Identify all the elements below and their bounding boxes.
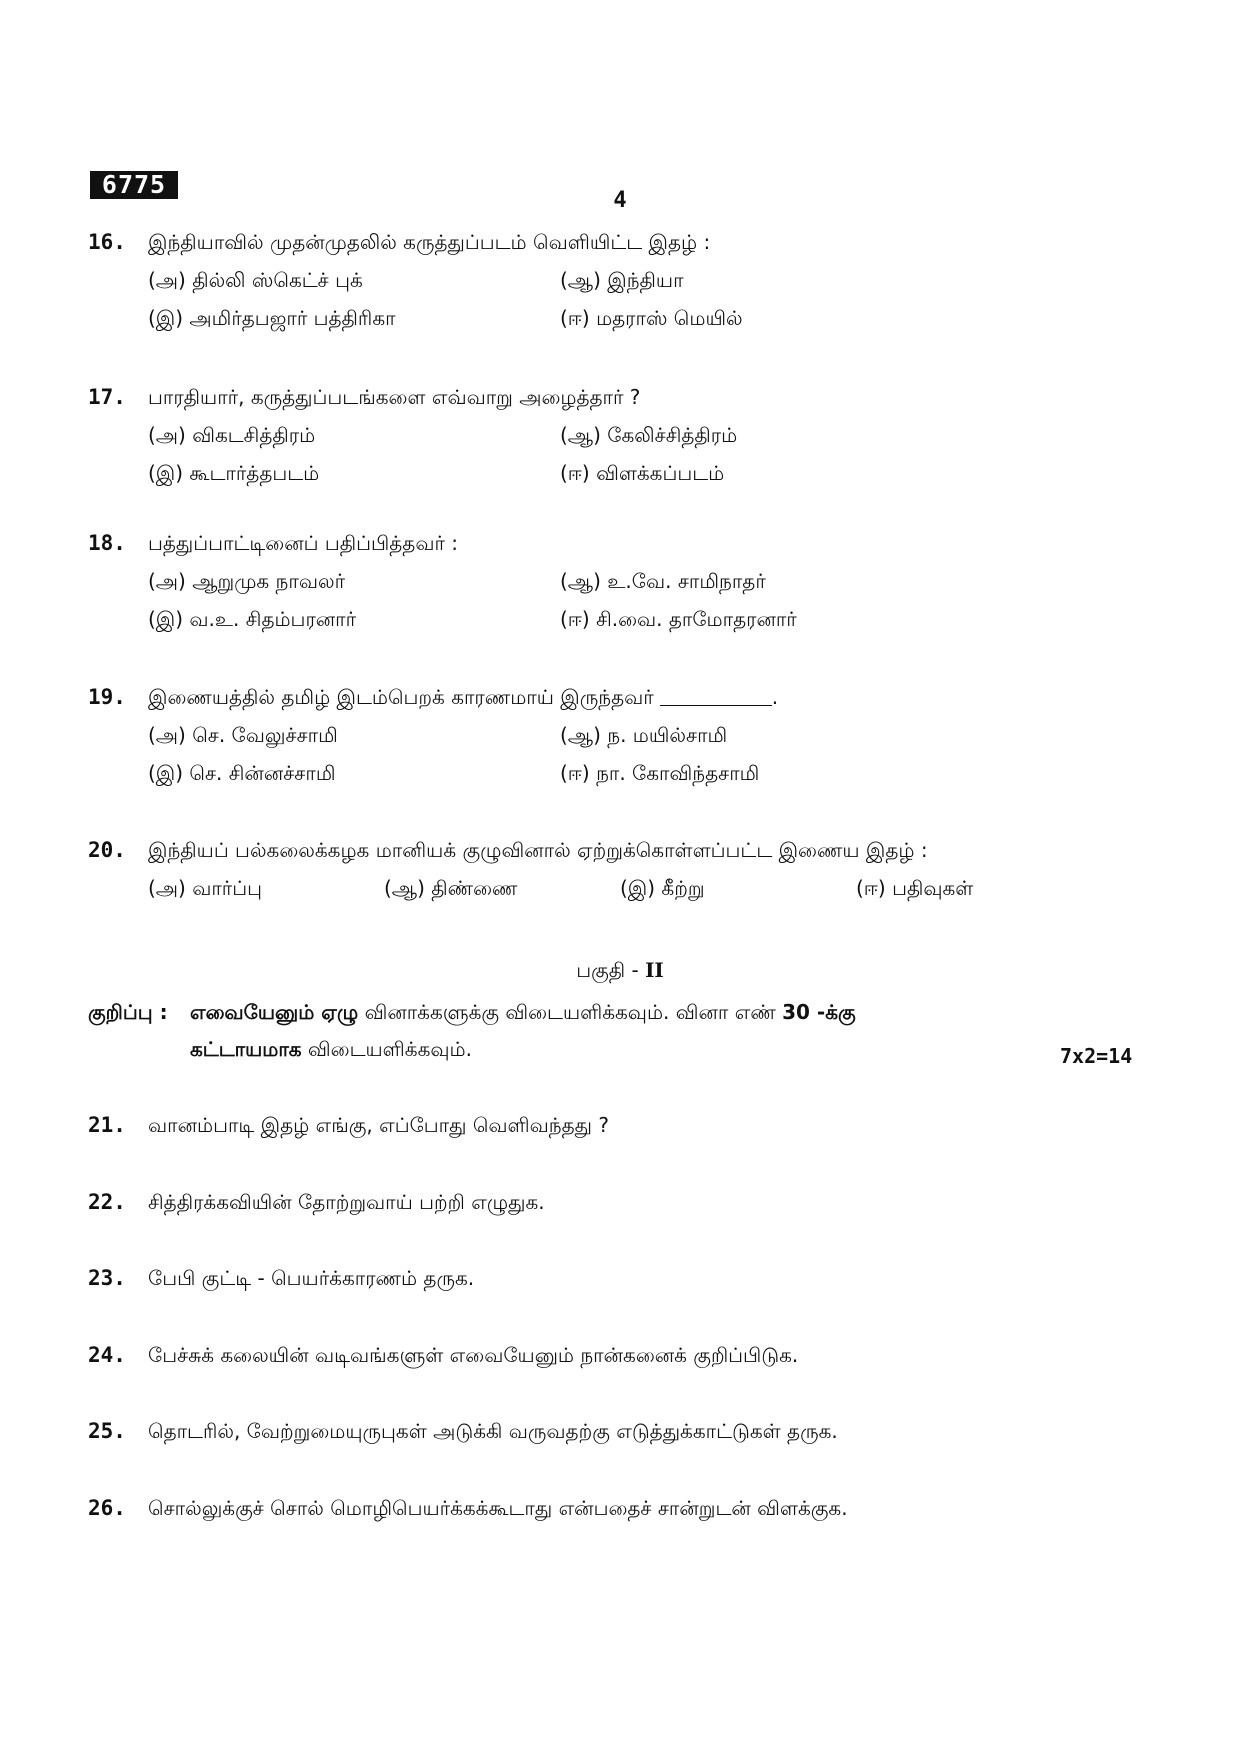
option-a: (அ) தில்லி ஸ்கெட்ச் புக் bbox=[148, 268, 363, 292]
question-number: 16. bbox=[88, 230, 126, 254]
option-aa: (ஆ) ந. மயில்சாமி bbox=[560, 723, 728, 747]
fill-blank-line bbox=[660, 705, 772, 706]
question-number: 25. bbox=[88, 1419, 126, 1443]
section-roman: II bbox=[645, 958, 664, 982]
question-text: பத்துப்பாட்டினைப் பதிப்பித்தவர் : bbox=[148, 531, 458, 555]
question-text: சித்திரக்கவியின் தோற்றுவாய் பற்றி எழுதுக. bbox=[148, 1190, 545, 1214]
question-number: 21. bbox=[88, 1113, 126, 1137]
option-ii: (ஈ) மதராஸ் மெயில் bbox=[560, 306, 743, 330]
question-number: 20. bbox=[88, 838, 126, 862]
question-number: 17. bbox=[88, 385, 126, 409]
note-label: குறிப்பு : bbox=[88, 1000, 168, 1024]
paper-code: 6775 bbox=[90, 171, 178, 199]
section-word: பகுதி - bbox=[576, 958, 639, 982]
option-i: (இ) அமிர்தபஜார் பத்திரிகா bbox=[148, 306, 396, 330]
question-text: தொடரில், வேற்றுமையுருபுகள் அடுக்கி வருவதற்கு எடுத்துக்காட்டுகள் தருக. bbox=[148, 1419, 838, 1443]
question-number: 22. bbox=[88, 1190, 126, 1214]
question-number: 26. bbox=[88, 1496, 126, 1520]
note-text-2: விடையளிக்கவும். bbox=[307, 1037, 472, 1061]
option-ii: (ஈ) நா. கோவிந்தசாமி bbox=[560, 761, 760, 785]
option-a: (அ) வார்ப்பு bbox=[148, 876, 262, 900]
option-ii: (ஈ) விளக்கப்படம் bbox=[560, 461, 725, 485]
note-bold-q30: 30 -க்கு bbox=[782, 1000, 856, 1024]
question-text: இந்தியப் பல்கலைக்கழக மானியக் குழுவினால் ஏற்றுக்கொள்ளப்பட்ட இணைய இதழ் : bbox=[148, 838, 928, 862]
option-a: (அ) ஆறுமுக நாவலர் bbox=[148, 569, 346, 593]
option-i: (இ) கூடார்த்தபடம் bbox=[148, 461, 320, 485]
question-number: 24. bbox=[88, 1343, 126, 1367]
note-bold-compulsory: கட்டாயமாக bbox=[190, 1037, 302, 1061]
option-aa: (ஆ) கேலிச்சித்திரம் bbox=[560, 423, 738, 447]
option-aa: (ஆ) உ.வே. சாமிநாதர் bbox=[560, 569, 766, 593]
question-text: பேபி குட்டி - பெயர்க்காரணம் தருக. bbox=[148, 1266, 475, 1290]
option-i: (இ) கீற்று bbox=[620, 876, 705, 900]
option-a: (அ) செ. வேலுச்சாமி bbox=[148, 723, 338, 747]
question-text-body: இணையத்தில் தமிழ் இடம்பெறக் காரணமாய் இருந்தவர் bbox=[148, 685, 654, 709]
question-text: சொல்லுக்குச் சொல் மொழிபெயர்க்கக்கூடாது என்பதைச் சான்றுடன் விளக்குக. bbox=[148, 1496, 848, 1520]
question-text: பாரதியார், கருத்துப்படங்களை எவ்வாறு அழைத்தார் ? bbox=[148, 385, 641, 409]
option-aa: (ஆ) இந்தியா bbox=[560, 268, 684, 292]
option-ii: (ஈ) சி.வை. தாமோதரனார் bbox=[560, 607, 797, 631]
question-text bbox=[148, 685, 778, 709]
option-ii: (ஈ) பதிவுகள் bbox=[856, 876, 974, 900]
option-a: (அ) விகடசித்திரம் bbox=[148, 423, 316, 447]
option-i: (இ) வ.உ. சிதம்பரனார் bbox=[148, 607, 357, 631]
page-number: 4 bbox=[613, 188, 627, 213]
note-line-1 bbox=[190, 1000, 856, 1027]
option-aa: (ஆ) திண்ணை bbox=[384, 876, 518, 900]
marks-scheme: 7x2=14 bbox=[1060, 1044, 1133, 1068]
question-number: 23. bbox=[88, 1266, 126, 1290]
question-number: 18. bbox=[88, 531, 126, 555]
note-bold-seven: எவையேனும் ஏழு bbox=[190, 1000, 359, 1024]
question-text: இந்தியாவில் முதன்முதலில் கருத்துப்படம் வெளியிட்ட இதழ் : bbox=[148, 230, 711, 254]
question-end-mark: . bbox=[771, 685, 779, 709]
question-text: வானம்பாடி இதழ் எங்கு, எப்போது வெளிவந்தது ? bbox=[148, 1113, 609, 1137]
question-text: பேச்சுக் கலையின் வடிவங்களுள் எவையேனும் நான்கனைக் குறிப்பிடுக. bbox=[148, 1343, 799, 1367]
note-text-1: வினாக்களுக்கு விடையளிக்கவும். வினா எண் bbox=[364, 1000, 776, 1024]
question-number: 19. bbox=[88, 685, 126, 709]
note-line-2 bbox=[190, 1037, 472, 1064]
option-i: (இ) செ. சின்னச்சாமி bbox=[148, 761, 336, 785]
section-heading bbox=[0, 958, 1240, 985]
